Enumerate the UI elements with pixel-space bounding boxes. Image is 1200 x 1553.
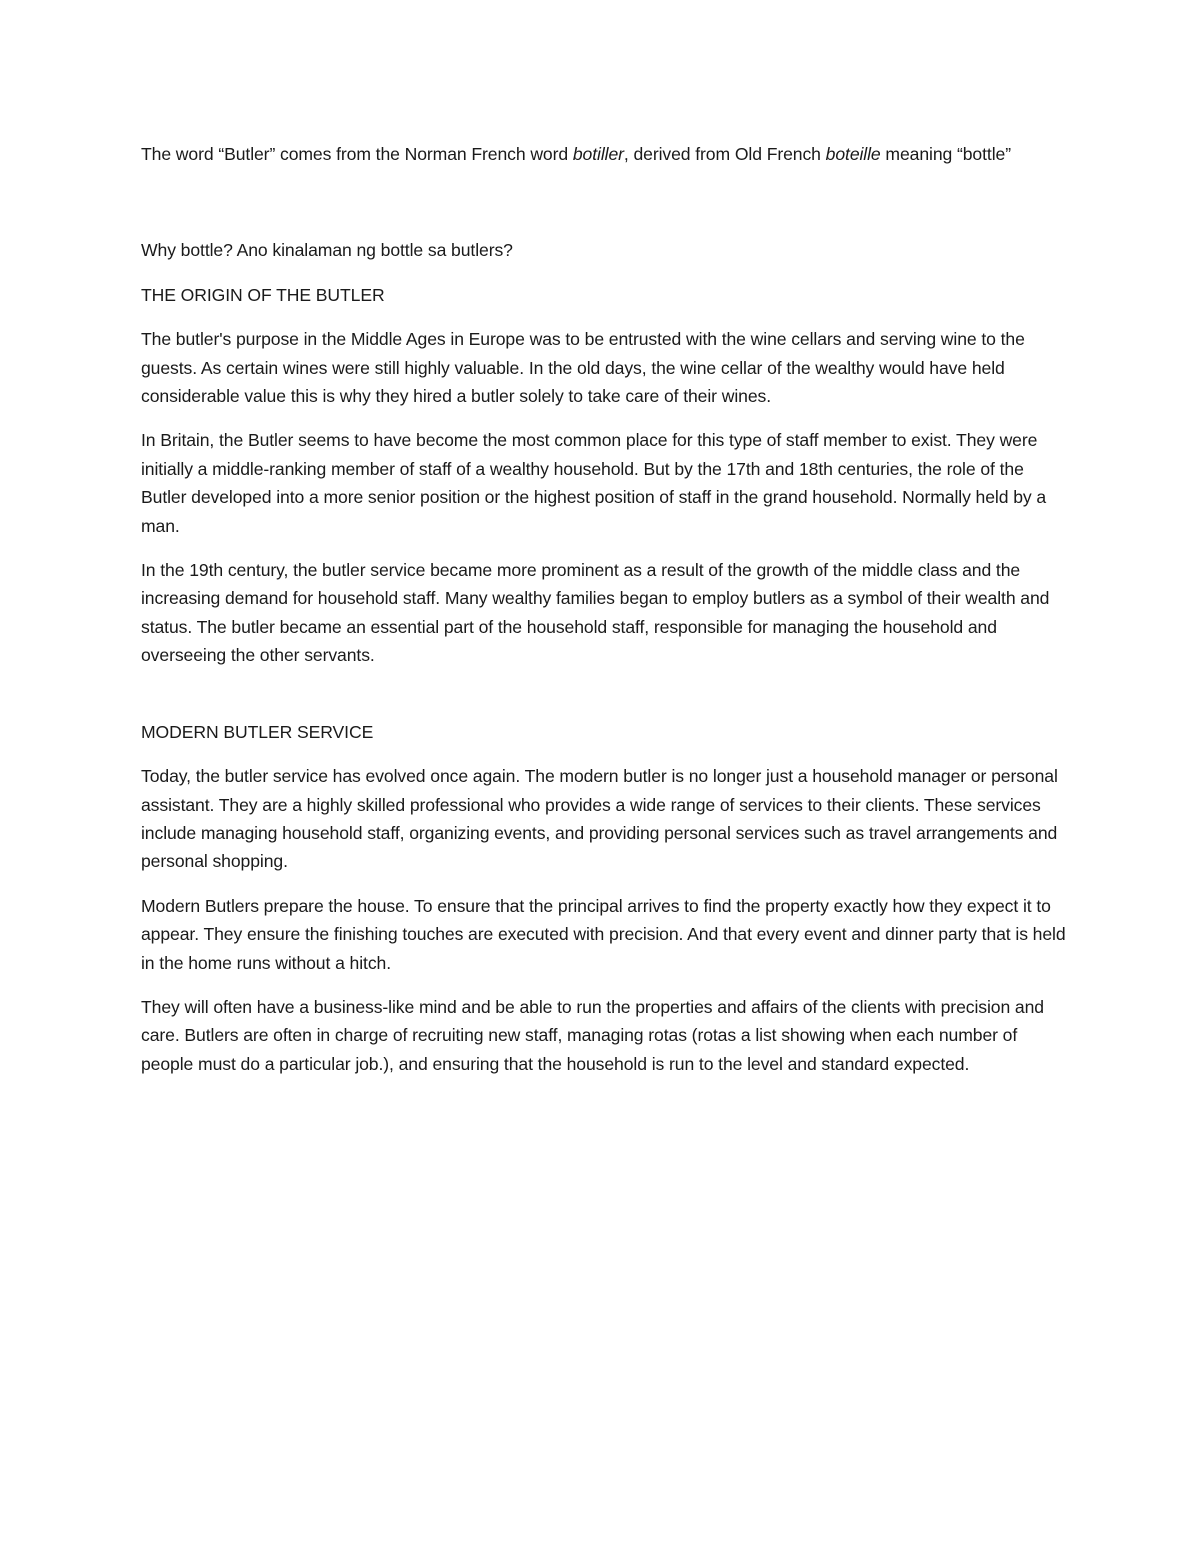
modern-paragraph-1: Today, the butler service has evolved once again. The modern butler is no longer just a household manager or personal assistant. They are a highly skilled professional who provides a wide range of services to their clients. These services include managing household staff, organizing events, and providing personal services such as travel arrangements and personal shopping. <box>141 766 1058 872</box>
modern-heading: MODERN BUTLER SERVICE <box>141 721 374 742</box>
modern-paragraph-2: Modern Butlers prepare the house. To ensure that the principal arrives to find the property exactly how they expect it to appear. They ensure the finishing touches are executed with precision. And that every event and dinner party that is held in the home runs without a hitch. <box>141 895 1066 973</box>
origin-paragraph-3: In the 19th century, the butler service became more prominent as a result of the growth of the middle class and the increasing demand for household staff. Many wealthy families began to employ butlers as a symbol of their wealth and status. The butler became an essential part of the household staff, responsible for managing the household and overseeing the other servants. <box>141 560 1050 666</box>
origin-paragraph-1: The butler's purpose in the Middle Ages in Europe was to be entrusted with the wine cellars and serving wine to the guests. As certain wines were still highly valuable. In the old days, the wine cellar of the wealthy would have held considerable value this is why they hired a butler solely to take care of their wines. <box>141 329 1025 407</box>
question-paragraph: Why bottle? Ano kinalaman ng bottle sa butlers? <box>141 240 513 261</box>
intro-italic-boteille: boteille <box>825 144 881 164</box>
intro-text-1: The word “Butler” comes from the Norman French word <box>141 144 573 164</box>
document-body <box>141 140 1066 1094</box>
origin-heading: THE ORIGIN OF THE BUTLER <box>141 284 385 305</box>
intro-italic-botiller: botiller <box>572 144 624 164</box>
intro-text-3: meaning “bottle” <box>880 144 1011 164</box>
origin-paragraph-2: In Britain, the Butler seems to have become the most common place for this type of staff member to exist. They were initially a middle-ranking member of staff of a wealthy household. But by the 17th and 18th centuries, the role of the Butler developed into a more senior position or the highest position of staff in the grand household. Normally held by a man. <box>141 430 1047 536</box>
intro-text-2: , derived from Old French <box>623 144 826 164</box>
modern-paragraph-3: They will often have a business-like mind and be able to run the properties and affairs of the clients with precision and care. Butlers are often in charge of recruiting new staff, managing rotas (rotas a list showing when each number of people must do a particular job.), and ensuring that the household is run to the level and standard expected. <box>141 996 1044 1074</box>
intro-paragraph <box>141 140 1066 168</box>
